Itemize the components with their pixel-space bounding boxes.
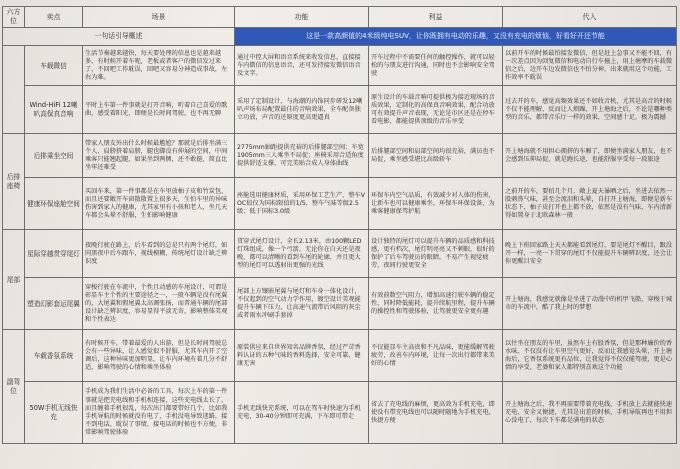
function-cell: 采用了定制设计，与海潮的内饰同步研发12喇叭声场布局配置最佳的音响效果，全车配备独立功放，声音的还原度更高更逼真	[235, 86, 369, 134]
scene-cell: 带家人朋友外出什么时候最尴尬？那就是后排坐满三个人，肩膀挤着肩膀，腿也脚没有伸展的空间，中间乘客只能翘起腿，如果坐到两侧，还不敢挺，简直比坐牢还难受	[83, 134, 235, 178]
table-row	[3, 230, 677, 278]
function-cell: 尾部上方镶嵌尾翼与尾灯和车身一体化设计，不仅起到的空气动力学作用，镀空设计美观能提升车辆下压力，让高速气流带后风阻的灰尘或者雨水冲刷手套掉	[235, 278, 369, 330]
function-cell: 手机无线快充系统，可以在驾车时快速为手机充电，30-40分钟即可充满，下车即可带走	[235, 382, 369, 444]
category-cell: 尾部	[3, 230, 25, 330]
function-cell: 贯穿式尾灯设计，全长2.13米，由100颗LED灯珠组成，像一个弓箭，无论你在白天还是夜晚，都可以清晰的看到车尾的轮廓，并且更大型的尾灯可以透射出更强的光线	[235, 230, 369, 278]
benefit-cell: 设计独特的尾灯可以提升车辆的品质感和科技感，更有档次，尾灯明亮亮又不刺眼，很好的保护了后车驾驶员的眼睛，不易产生视觉疲劳，夜间行驶更安全	[369, 230, 503, 278]
involve-cell: 开上塘海之后，我不再需要带着充电线，手机放上去就能快速充电，安全又便捷，尤其是出差的时候，手机导航再也不用担心没电了，每次下车都是满电的状态	[503, 382, 677, 444]
scene-cell: 有时候开车，带着最爱的人出游，但是长时间驾驶总会有一些异味，让人感觉很不舒服，尤其车内开了空调后，这种异味更加明显，让车内环境有着几分不舒适，影响驾驶的心情和乘坐体验	[83, 330, 235, 382]
feature-cell: 后排乘坐空间	[25, 134, 83, 178]
header-row	[3, 7, 677, 28]
benefit-cell: 环保车内空气品质，有效减少对人体的伤害，让新车也可以健康乘坐，环保车环保设备，为乘客健康保驾护航	[369, 178, 503, 230]
function-cell: 座舱选用健康材质，采用环保工艺生产，整车VOC值仅为国标限值的1/5，整车气味等级2.5级；低于国标3.0级	[235, 178, 369, 230]
category-cell: 后排座椅	[3, 134, 25, 230]
benefit-cell: 后排腿部空间和肩部空间均很充裕，满员也不局促，乘坐感受堪比高级轿车	[369, 134, 503, 178]
scene-cell: 买回车来，第一件事都是在车里放柚子皮和竹炭包，而且还要敞开车窗散散置上很多天，生怕车里的异味伤害到家人的健康，尤其家里有小孩和老人，坐几天车都会头晕不舒服，生怕影响健康	[83, 178, 235, 230]
table-row	[3, 278, 677, 330]
scene-cell: 生活节奏越来越快，每天要处理的信息也是越来越多，有时候开着车呢，老板或者客户的微信发过来了，不回吧工作耽误，回吧又容易分神造成事故，左右为难。	[83, 46, 235, 86]
feature-cell: 健康环保座舱空间	[25, 178, 83, 230]
scene-cell: 夜晚行驶在路上，后车看到的总是只有两个尾灯，如同黑夜中后车跟车，视线模糊，传统尾灯设计缺乏辨识度	[83, 230, 235, 278]
sales-pitch-table	[2, 6, 677, 444]
header-function: 功能	[235, 7, 369, 28]
header-involve: 代入	[503, 7, 677, 28]
pitch-row	[3, 28, 677, 46]
table-row	[3, 178, 677, 230]
involve-cell: 以往坐在朋友的车里，虽然车上有股香氛，但是那种廉价的香水味，不仅没有让车里空气更好，反而让我感觉头晕，开上塘海后，它香氛系统更有品位，让我觉得不仅仅能驾驶，更是心情的享受，老婆和家人都特别喜欢这个功能	[503, 330, 677, 382]
involve-cell: 晚上下班回家路上天天都能看到尾灯，要是尾灯不醒目，跟没开一样，一亮一下贯穿的尾灯不仅能提升车辆辨识度，还会让你更醒目安全	[503, 230, 677, 278]
feature-cell: 塑造幻影套运尾翼	[25, 278, 83, 330]
header-scene: 场景	[83, 7, 235, 28]
benefit-cell: 有效前数空气阻力，增加高速行驶车辆的稳定性，同时降低能耗，提升续航里程，提升车辆的操控性和驾驶体验，让驾驶更安全更有趣	[369, 278, 503, 330]
table-row	[3, 46, 677, 86]
pitch-text: 这是一款高颜值的4米级纯电SUV，让你既拥有电动的乐趣，又没有充电的烦恼，好看好开还节能	[235, 28, 677, 46]
benefit-cell: 开车过程中不需要任何的触控操作，就可以轻松的与朋友进行沟通，同时也不会影响安全驾驶	[369, 46, 503, 86]
scene-cell: 穿梭行驶在车流中，个性且动感的车尾设计，可谓是彰显车主个性的主要途径之一，一般车辆是没有尾翼的，大尾翼和假尾翼太高调张扬，而普通车辆的尾部设计缺乏辨识度，容易显得平淡无奇，影响整体美观和个性表达	[83, 278, 235, 330]
header-benefit: 利益	[369, 7, 503, 28]
benefit-cell: 不仅能显车主高贵和不凡品味，更能缓解驾驶疲劳，改善车内环境，让每一次出行都带来美好的心情	[369, 330, 503, 382]
table-row	[3, 86, 677, 134]
involve-cell: 之前开的车，要拍几个月，敞上夏天暴晒之后，坐进去依然一股刺鼻气味，甚至会流泪和头晕，自打开上塘海，即便是新车状态下，柚子皮打开也上都不放，依然是没有气味，车内清新得如置身于北欧森林一般	[503, 178, 677, 230]
table-row	[3, 382, 677, 444]
involve-cell: 开上塘海就不用担心拥挤的车厢了，即便坐满家人朋友，也不会感到压抑局促，就是跑长途，也能舒服享受每一段旅途	[503, 134, 677, 178]
involve-cell: 以前开车的时候最怕接发微信，但是赶上急事又不能不回，有一次差点因为回复微信和电动自行车撞上，用上塘摩的车载微信之后，边开车边发微信也不怕分神，出来就用这个功能，工作效率不耽误	[503, 46, 677, 86]
benefit-cell: 原生设计的车载音响可提供极为接近现场的音质效果，定制化的高保真音响效果，配合功放可有效提升声音表现，无论是市区还是在停车看电影，都能提供顶级的音乐享受	[369, 86, 503, 134]
header-direction: 六方位	[3, 7, 25, 28]
scene-cell: 平时上车第一件事就是打开音响，听着自己喜爱的歌曲，感受着阳光，即便是长时间驾驶，也不再无聊	[83, 86, 235, 134]
category-cell: 副驾位	[3, 330, 25, 444]
pitch-label: 一句话引导概述	[3, 28, 235, 46]
category-cell	[3, 46, 25, 134]
scene-cell: 手机成为我们生活中必备的工具，每次上车的第一件事就是把充电线和手机相连接，这些充电线太长了，而且缠着手机很乱，每次出门都要带好几个，比如我手机导航的时候就没有电了，手机没电导致迷路，接不到电话，耽误了事情，接电话的时候也不方便，非常影响驾驶体验	[83, 382, 235, 444]
benefit-cell: 省去了充电线的麻烦，更高效为手机充电，即使没有带充电线也可以随时随地为手机充电，快捷方便	[369, 382, 503, 444]
feature-cell: 车载微信	[25, 46, 83, 86]
feature-cell: 车载香氛系统	[25, 330, 83, 382]
involve-cell: 过去开的车，感觉高频效果还不如收音机，尤其是高音的时候不仅不能理解，反而让人烦躁，开上塘海之后，不论是哪种类型的音乐，都带音乐厅一样的效果，空间感十足，极为震撼	[503, 86, 677, 134]
function-cell: 2775mm轴距提供充裕的后排腿部空间；车宽1905mm三人乘坐不局促；座椅采用合适角度提供舒适支撑，可完美贴合成人身体曲线	[235, 134, 369, 178]
function-cell: 通过中控大屏和语音系统来收发信息，直接接车内微信的信息语音，还可发持接发微信语音及文字。	[235, 46, 369, 86]
table-row	[3, 330, 677, 382]
feature-cell: 星际穿越贯穿尾灯	[25, 230, 83, 278]
feature-cell: 50W手机无线快充	[25, 382, 83, 444]
feature-cell: Wind-HiFi 12喇叭高保真音响	[25, 86, 83, 134]
function-cell: 原装供应来自世界知名品牌香氛，经过严苛香料认证的五种气味的香料选择，安全可靠，健康无害	[235, 330, 369, 382]
table-row	[3, 134, 677, 178]
header-selling-point: 卖点	[25, 7, 83, 28]
involve-cell: 开上塘海，我感觉就像是坐进了动漫中的机甲飞船，穿梭于城市的车流中，酷了我上时的梦想	[503, 278, 677, 330]
